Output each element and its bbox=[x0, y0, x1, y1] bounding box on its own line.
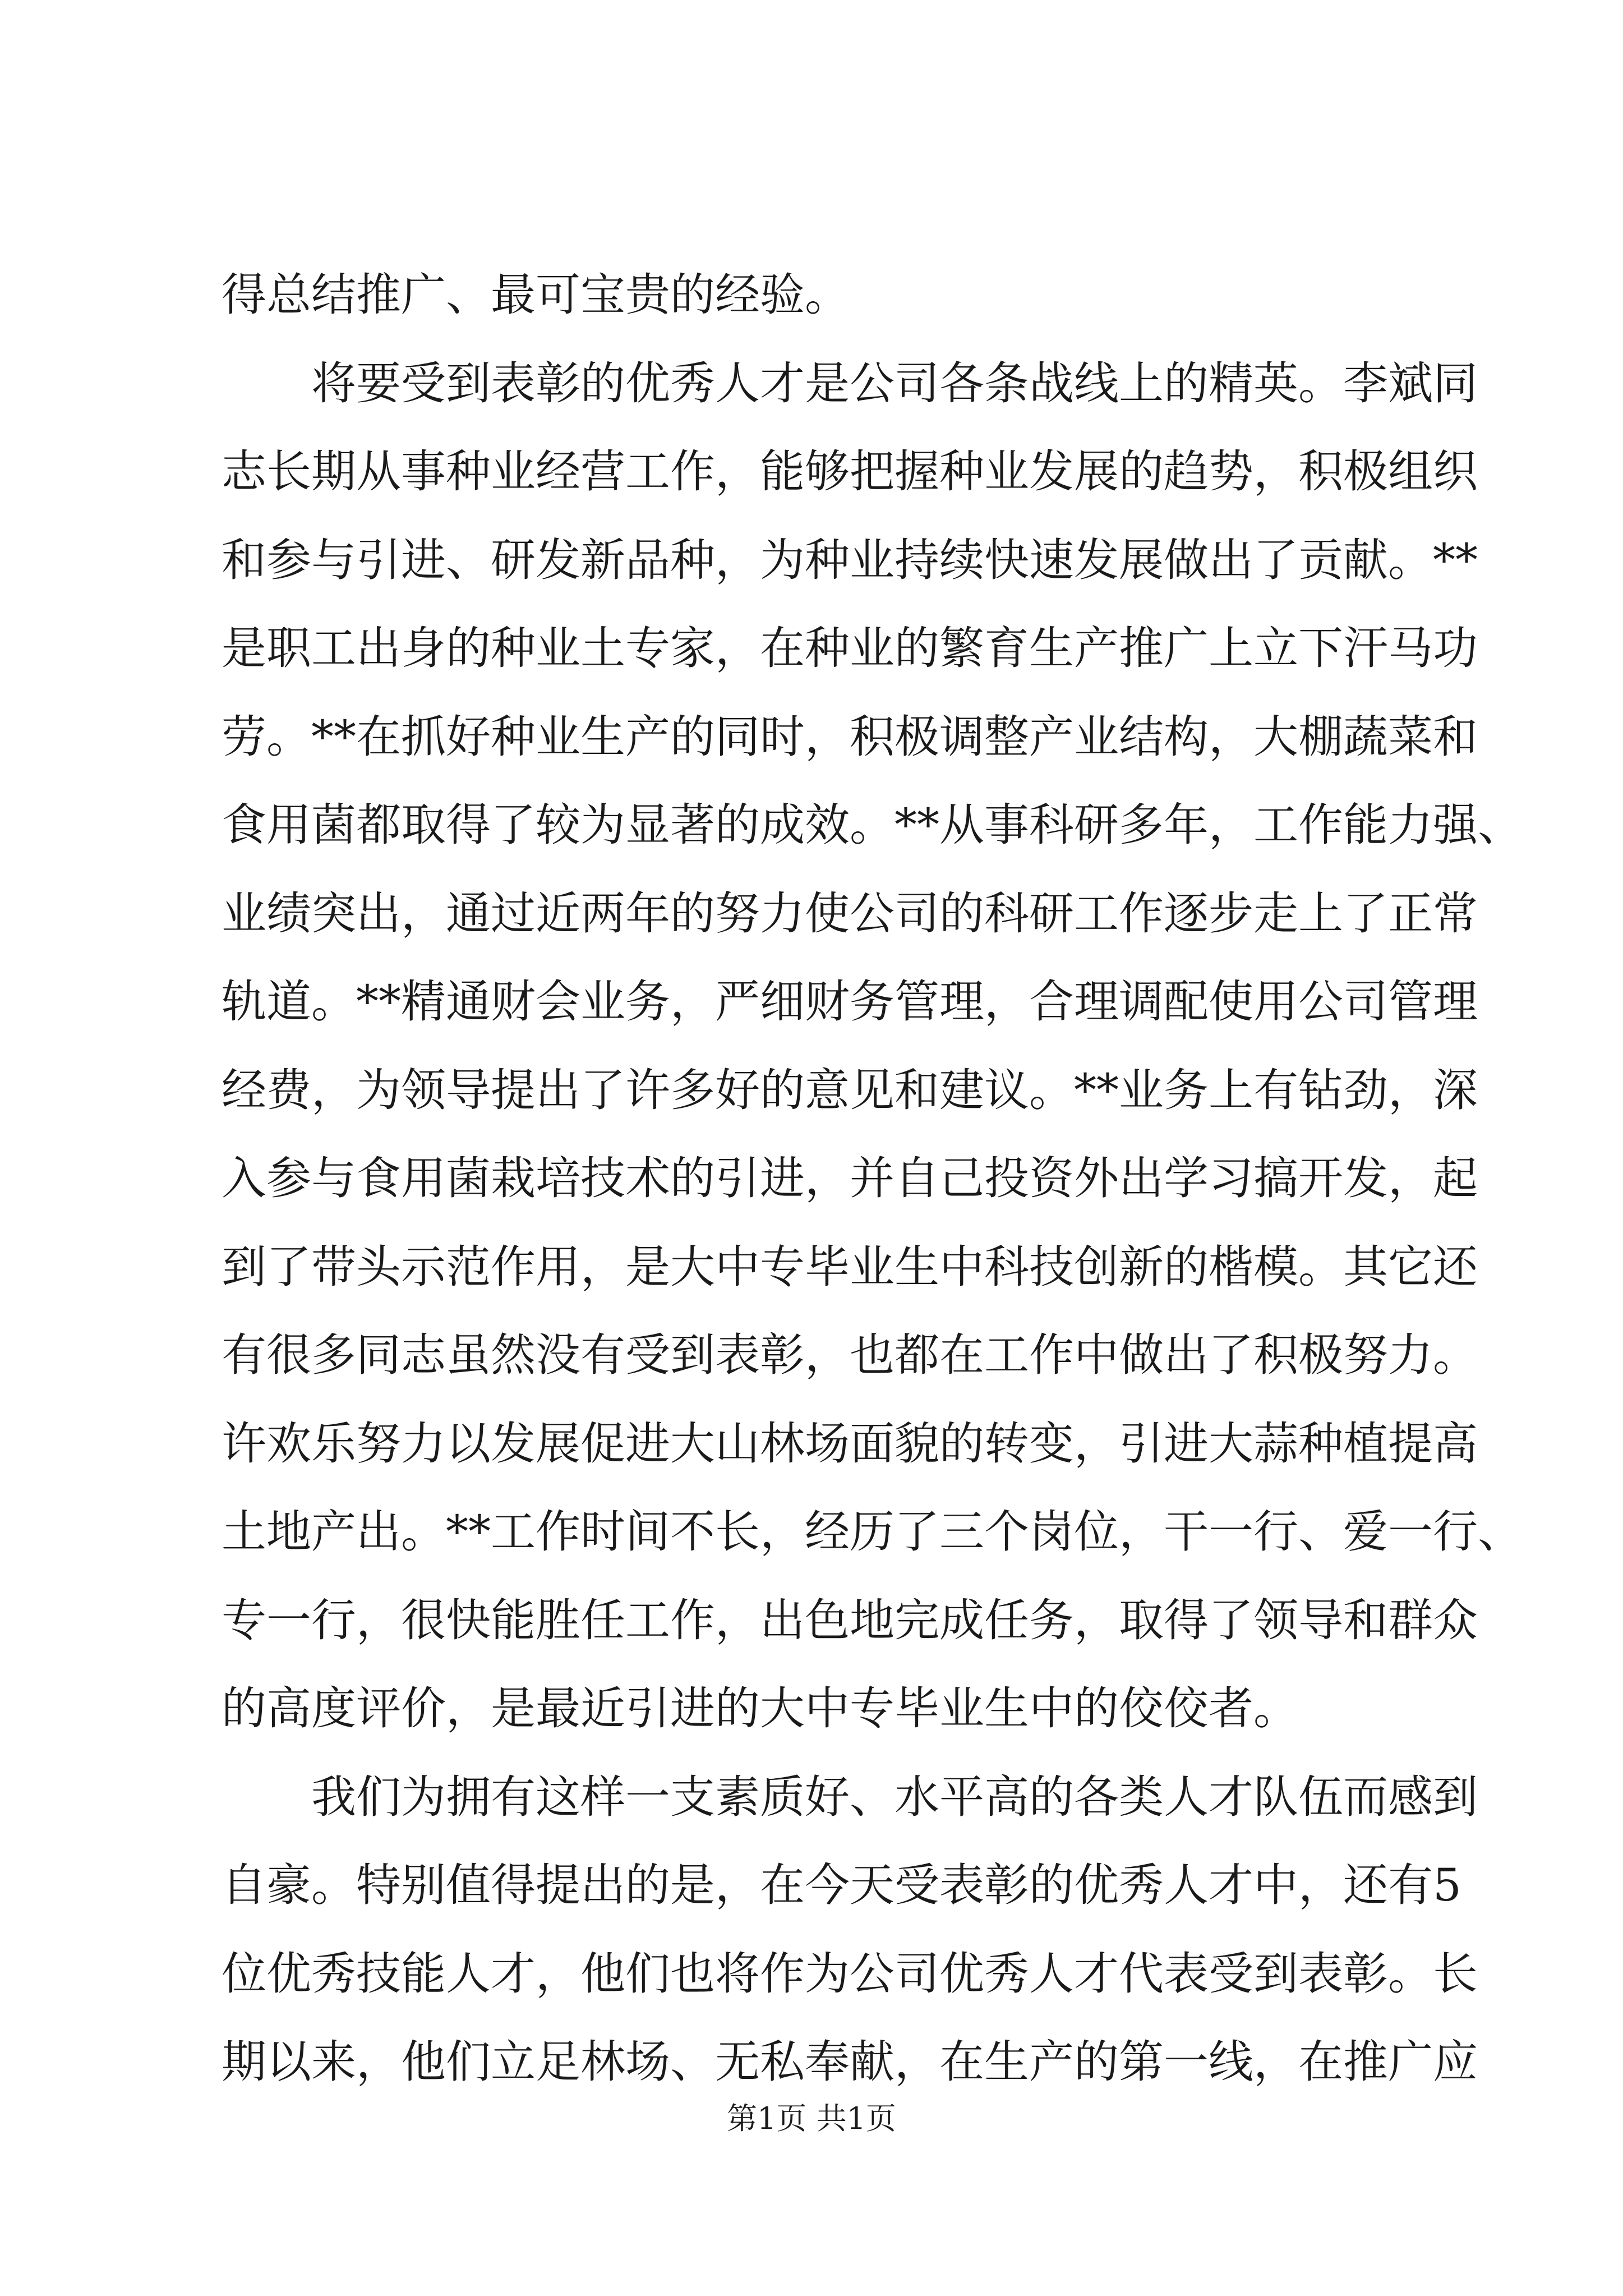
page-footer bbox=[0, 2099, 1623, 2138]
text-line: 有很多同志虽然没有受到表彰，也都在工作中做出了积极努力。 bbox=[222, 1329, 1478, 1381]
text-line: 许欢乐努力以发展促进大山林场面貌的转变，引进大蒜种植提高 bbox=[222, 1417, 1478, 1470]
text-line: 入参与食用菌栽培技术的引进，并自己投资外出学习搞开发，起 bbox=[222, 1152, 1478, 1204]
text-line: 和参与引进、研发新品种，为种业持续快速发展做出了贡献。** bbox=[222, 533, 1478, 586]
text-line: 期以来，他们立足林场、无私奉献，在生产的第一线，在推广应 bbox=[222, 2036, 1478, 2088]
text-line: 土地产出。**工作时间不长，经历了三个岗位，干一行、爱一行、 bbox=[222, 1506, 1523, 1558]
text-line: 劳。**在抓好种业生产的同时，积极调整产业结构，大棚蔬菜和 bbox=[222, 710, 1478, 763]
text-line: 专一行，很快能胜任工作，出色地完成任务，取得了领导和群众 bbox=[222, 1594, 1478, 1646]
text-line: 食用菌都取得了较为显著的成效。**从事科研多年，工作能力强、 bbox=[222, 799, 1523, 851]
text-line: 是职工出身的种业土专家，在种业的繁育生产推广上立下汗马功 bbox=[222, 622, 1478, 674]
text-line: 我们为拥有这样一支素质好、水平高的各类人才队伍而感到 bbox=[311, 1770, 1478, 1823]
text-line: 业绩突出，通过近两年的努力使公司的科研工作逐步走上了正常 bbox=[222, 887, 1478, 940]
document-body bbox=[222, 251, 1523, 2106]
page-number-label: 第1页 共1页 bbox=[727, 2101, 896, 2136]
text-line: 将要受到表彰的优秀人才是公司各条战线上的精英。李斌同 bbox=[311, 357, 1478, 409]
text-line: 志长期从事种业经营工作，能够把握种业发展的趋势，积极组织 bbox=[222, 445, 1478, 498]
text-line: 位优秀技能人才，他们也将作为公司优秀人才代表受到表彰。长 bbox=[222, 1947, 1478, 2000]
text-line: 到了带头示范作用，是大中专毕业生中科技创新的楷模。其它还 bbox=[222, 1240, 1478, 1293]
text-line: 得总结推广、最可宝贵的经验。 bbox=[222, 269, 850, 321]
text-line: 的高度评价，是最近引进的大中专毕业生中的佼佼者。 bbox=[222, 1682, 1298, 1734]
text-line: 经费，为领导提出了许多好的意见和建议。**业务上有钻劲，深 bbox=[222, 1064, 1478, 1116]
text-line: 轨道。**精通财会业务，严细财务管理，合理调配使用公司管理 bbox=[222, 976, 1478, 1028]
text-line: 自豪。特别值得提出的是，在今天受表彰的优秀人才中，还有5 bbox=[222, 1859, 1461, 1911]
